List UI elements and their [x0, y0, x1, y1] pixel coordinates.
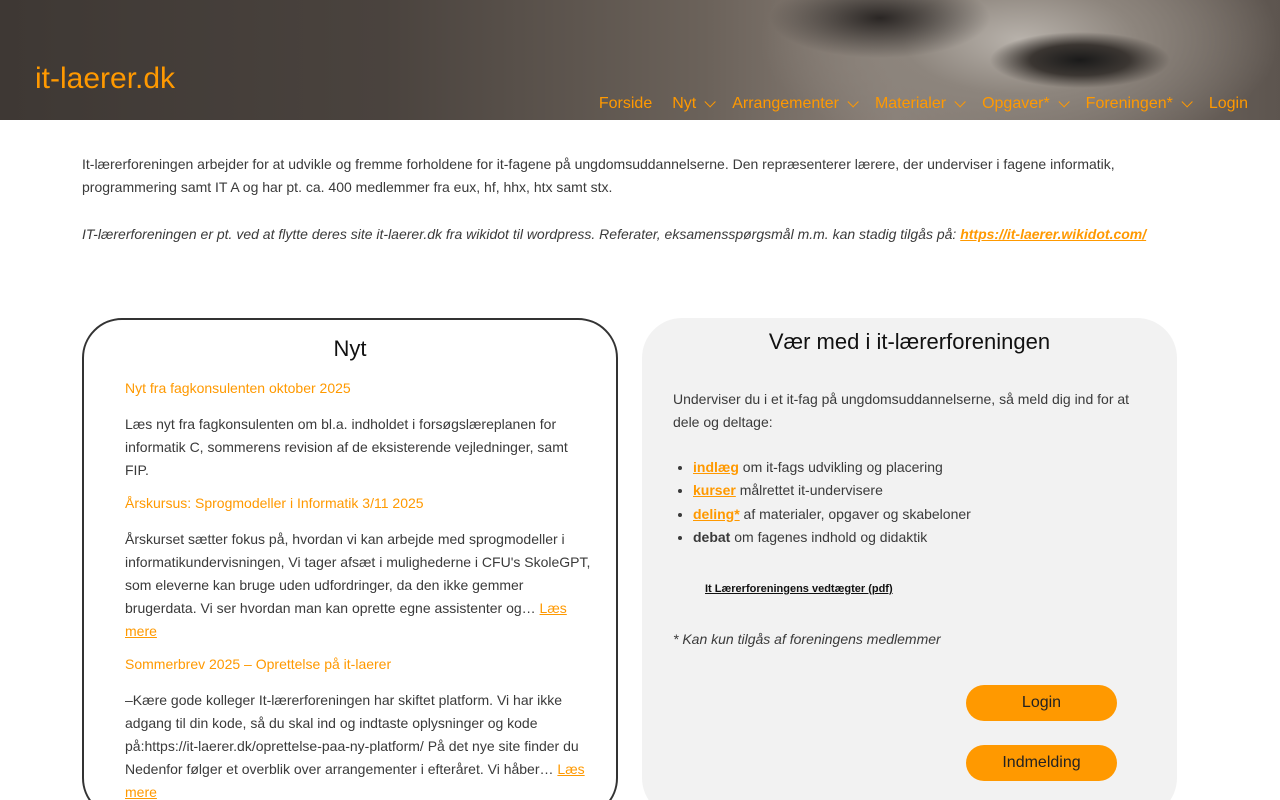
migration-notice	[82, 223, 1192, 246]
chevron-down-icon	[705, 96, 716, 107]
join-button[interactable]: Indmelding	[966, 745, 1117, 781]
nav-label: Arrangementer	[732, 95, 839, 112]
benefit-item	[693, 479, 971, 502]
benefit-item	[693, 503, 971, 526]
chevron-down-icon	[955, 96, 966, 107]
membership-heading: Vær med i it-lærerforeningen	[768, 329, 1051, 354]
benefit-text: af materialer, opgaver og skabeloner	[739, 505, 971, 522]
news-card	[82, 318, 618, 800]
chevron-down-icon	[847, 96, 858, 107]
nav-item-nyt[interactable]	[672, 95, 712, 113]
nav-item-arrangementer[interactable]	[732, 95, 855, 113]
nav-item-login[interactable]	[1209, 95, 1248, 113]
nav-label: Opgaver*	[982, 95, 1050, 112]
read-more-link[interactable]: Læs mere	[125, 761, 585, 800]
benefit-item	[693, 456, 971, 479]
benefits-list	[693, 456, 971, 549]
membership-card	[642, 318, 1177, 800]
news-item-title[interactable]: Nyt fra fagkonsulenten oktober 2025	[125, 380, 351, 396]
news-item-excerpt	[125, 689, 595, 800]
nav-item-foreningen[interactable]	[1086, 95, 1189, 113]
read-more-link[interactable]: Læs mere	[125, 600, 567, 639]
news-heading: Nyt	[333, 336, 367, 361]
statutes-pdf-link[interactable]: It Lærerforeningens vedtægter (pdf)	[705, 583, 893, 595]
site-title[interactable]: it-laerer.dk	[35, 62, 176, 95]
news-item-excerpt	[125, 528, 595, 643]
benefit-text: om it-fags udvikling og placering	[738, 459, 943, 475]
main-nav	[579, 95, 1248, 113]
login-button[interactable]: Login	[966, 685, 1117, 721]
news-excerpt-text: –Kære gode kolleger It-lærerforeningen har skiftet platform. Vi har ikke adgang til din kode, så du skal ind og indtaste oplysninger og kode på:https://it-laerer.dk/oprettelse-paa-ny-platform/ På det nye site finder du Nedenfor følger et overblik over arrangementer i efteråret. Vi håber…	[125, 692, 579, 777]
site-header	[0, 0, 1280, 120]
nav-item-opgaver[interactable]	[982, 95, 1066, 113]
benefit-text: om fagenes indhold og didaktik	[730, 528, 928, 545]
membership-intro: Underviser du i et it-fag på ungdomsuddannelserne, så meld dig ind for at dele og deltage:	[673, 391, 1130, 430]
news-item-excerpt	[125, 413, 595, 482]
news-list	[125, 378, 595, 800]
wikidot-link[interactable]: https://it-laerer.wikidot.com/	[960, 226, 1147, 242]
intro-section	[82, 153, 1192, 270]
nav-label: Forside	[598, 95, 653, 112]
benefit-term-debat: debat	[693, 528, 731, 545]
news-excerpt-text: Læs nyt fra fagkonsulenten om bl.a. indholdet i forsøgslæreplanen for informatik C, sommerens revision af de eksisterende vejledninger, samt FIP.	[125, 416, 568, 478]
nav-label: Materialer	[874, 95, 947, 112]
nav-label: Login	[1208, 95, 1248, 112]
nav-item-materialer[interactable]	[875, 95, 962, 113]
intro-paragraph: It-lærerforeningen arbejder for at udvikle og fremme forholdene for it-fagene på ungdomsuddannelserne. Den repræsenterer lærere, der underviser i fagene informatik, programmering samt IT A og har pt. ca. 400 medlemmer fra eux, hf, hhx, htx samt stx.	[82, 156, 1115, 195]
nav-item-forside[interactable]	[599, 95, 652, 113]
benefit-link-kurser[interactable]: kurser	[693, 482, 736, 499]
news-excerpt-text: Årskurset sætter fokus på, hvordan vi kan arbejde med sprogmodeller i informatikundervisningen, Vi tager afsæt i mulighederne i CFU's SkoleGPT, som eleverne kan bruge uden udfordringer, da den ikke gemmer brugerdata. Vi ser hvordan man kan oprette egne assistenter og…	[125, 531, 591, 616]
nav-label: Nyt	[672, 95, 697, 112]
benefit-link-indlaeg[interactable]: indlæg	[693, 459, 739, 475]
migration-text: IT-lærerforeningen er pt. ved at flytte deres site it-laerer.dk fra wikidot til wordpress. Referater, eksamensspørgsmål m.m. kan stadig tilgås på:	[82, 226, 961, 242]
chevron-down-icon	[1181, 96, 1192, 107]
chevron-down-icon	[1058, 96, 1069, 107]
benefit-link-deling[interactable]: deling*	[693, 505, 740, 522]
benefit-text: målrettet it-undervisere	[735, 482, 883, 499]
benefit-item	[693, 526, 971, 549]
nav-label: Foreningen*	[1085, 95, 1173, 112]
news-item-title[interactable]: Sommerbrev 2025 – Oprettelse på it-laerer	[125, 656, 392, 672]
members-only-note: * Kan kun tilgås af foreningens medlemmer	[673, 631, 941, 647]
news-item-title[interactable]: Årskursus: Sprogmodeller i Informatik 3/11 2025	[125, 495, 424, 511]
